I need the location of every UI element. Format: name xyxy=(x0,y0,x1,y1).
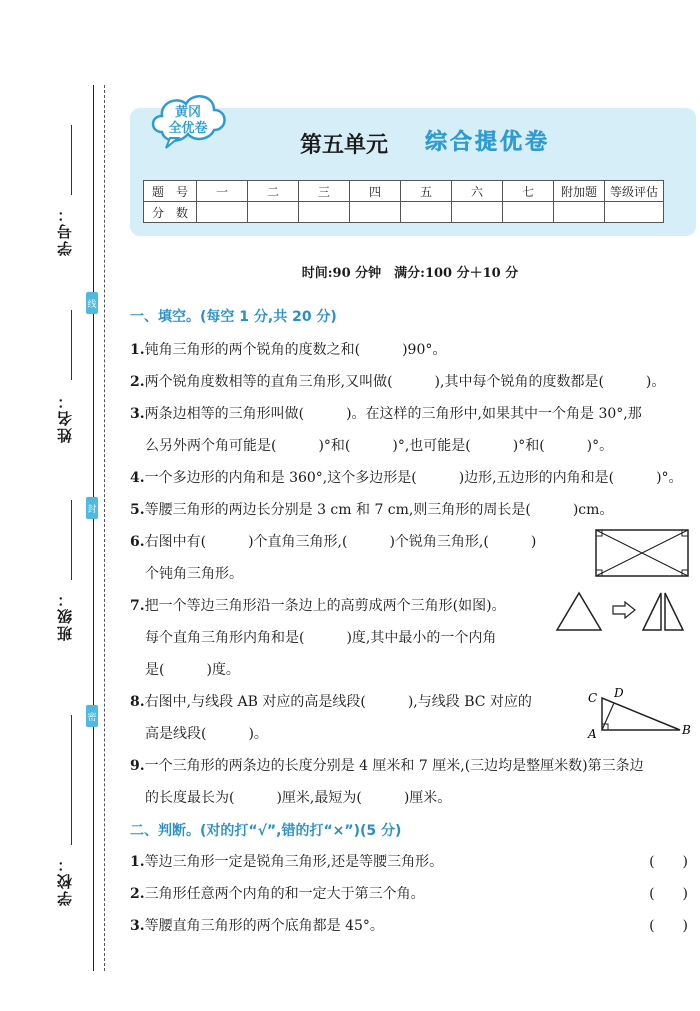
label-a: A xyxy=(588,727,597,741)
score-cell: 六 xyxy=(452,181,503,202)
label-student-id: 学号： xyxy=(56,205,74,256)
score-cell: 附加题 xyxy=(554,181,605,202)
question-continued: 高是线段( )。 xyxy=(145,726,268,742)
question: 8.右图中,与线段 AB 对应的高是线段( ),与线段 BC 对应的 xyxy=(130,694,532,710)
question: 1.等边三角形一定是锐角三角形,还是等腰三角形。 xyxy=(130,854,444,870)
badge-line1: 黄冈 xyxy=(174,105,202,120)
seal-mi: 密 xyxy=(86,705,98,727)
score-cell: 五 xyxy=(401,181,452,202)
figure-right-triangle xyxy=(584,684,694,742)
question-continued: 个钝角三角形。 xyxy=(145,566,243,582)
score-blank[interactable] xyxy=(554,202,605,223)
seal-xian: 线 xyxy=(86,292,98,314)
score-cell: 三 xyxy=(299,181,350,202)
score-blank[interactable] xyxy=(452,202,503,223)
score-value-row xyxy=(144,202,664,223)
score-cell: 一 xyxy=(197,181,248,202)
line-name xyxy=(71,310,72,380)
badge-line2: 全优卷 xyxy=(168,121,208,136)
score-cell: 等级评估 xyxy=(605,181,664,202)
cloud-badge-icon xyxy=(148,88,230,154)
question-continued: 是( )度。 xyxy=(145,662,240,678)
score-blank[interactable] xyxy=(350,202,401,223)
unit-title: 第五单元 xyxy=(300,133,389,158)
label-school: 学校： xyxy=(56,855,74,906)
question: 2.两个锐角度数相等的直角三角形,又叫做( ),其中每个锐角的度数都是( )。 xyxy=(130,374,666,390)
score-blank[interactable] xyxy=(197,202,248,223)
score-blank[interactable] xyxy=(503,202,554,223)
question-continued: 每个直角三角形内角和是( )度,其中最小的一个内角 xyxy=(145,630,497,646)
question-continued: 的长度最长为( )厘米,最短为( )厘米。 xyxy=(145,790,452,806)
question: 4.一个多边形的内角和是 360°,这个多边形是( )边形,五边形的内角和是( )°。 xyxy=(130,470,683,486)
line-school xyxy=(71,715,72,845)
time-and-score: 时间:90 分钟 满分:100 分＋10 分 xyxy=(301,266,519,281)
score-header-row xyxy=(144,181,664,202)
unit-subtitle: 综合提优卷 xyxy=(425,130,551,155)
section1-title: 一、填空。(每空 1 分,共 20 分) xyxy=(130,309,337,325)
label-c: C xyxy=(588,691,598,705)
question: 2.三角形任意两个内角的和一定大于第三个角。 xyxy=(130,886,425,902)
score-blank[interactable] xyxy=(401,202,452,223)
question: 9.一个三角形的两条边的长度分别是 4 厘米和 7 厘米,(三边均是整厘米数)第三条边 xyxy=(130,758,644,774)
label-class: 班级： xyxy=(56,590,74,641)
section2-title: 二、判断。(对的打“√”,错的打“×”)(5 分) xyxy=(130,823,402,839)
label-d: D xyxy=(614,686,624,700)
score-cell: 二 xyxy=(248,181,299,202)
question: 7.把一个等边三角形沿一条边上的高剪成两个三角形(如图)。 xyxy=(130,598,506,614)
margin-cut-line xyxy=(104,85,105,971)
label-b: B xyxy=(682,723,691,737)
answer-paren[interactable]: ( ) xyxy=(649,854,688,870)
score-blank[interactable] xyxy=(299,202,350,223)
question: 5.等腰三角形的两边长分别是 3 cm 和 7 cm,则三角形的周长是( )cm。 xyxy=(130,502,614,518)
seal-feng: 封 xyxy=(86,497,98,519)
figure-rectangle-diagonals xyxy=(594,528,692,580)
answer-paren[interactable]: ( ) xyxy=(649,918,688,934)
label-name: 姓名： xyxy=(56,392,74,443)
line-class xyxy=(71,500,72,580)
score-blank[interactable] xyxy=(605,202,664,223)
score-blank[interactable] xyxy=(248,202,299,223)
question-continued: 么另外两个角可能是( )°和( )°,也可能是( )°和( )°。 xyxy=(145,438,614,454)
answer-paren[interactable]: ( ) xyxy=(649,886,688,902)
line-student-id xyxy=(71,125,72,195)
figure-triangle-split xyxy=(555,590,695,635)
margin-rule xyxy=(93,85,94,971)
score-cell: 分 数 xyxy=(144,202,197,223)
question: 3.两条边相等的三角形叫做( )。在这样的三角形中,如果其中一个角是 30°,那 xyxy=(130,406,642,422)
score-cell: 题 号 xyxy=(144,181,197,202)
score-cell: 七 xyxy=(503,181,554,202)
question: 1.钝角三角形的两个锐角的度数之和( )90°。 xyxy=(130,342,447,358)
question: 6.右图中有( )个直角三角形,( )个锐角三角形,( ) xyxy=(130,534,537,550)
score-cell: 四 xyxy=(350,181,401,202)
score-table xyxy=(143,180,664,223)
question: 3.等腰直角三角形的两个底角都是 45°。 xyxy=(130,918,384,934)
